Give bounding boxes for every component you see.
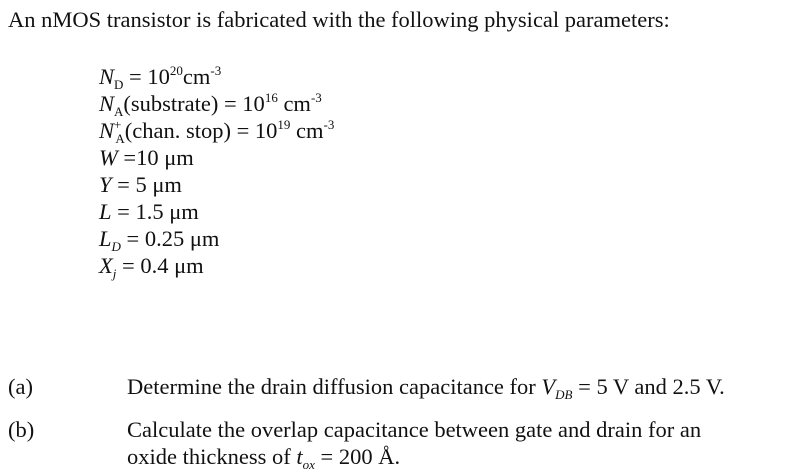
- param-unit: cm: [277, 91, 311, 116]
- question-a-post: = 5 V and 2.5 V.: [572, 374, 725, 399]
- parameter-w: [99, 144, 334, 171]
- parameter-xj: [99, 252, 334, 279]
- param-symbol: L: [99, 226, 112, 251]
- param-value: = 5 μm: [111, 172, 182, 197]
- parameter-na-chan-stop: [99, 117, 334, 144]
- param-unit: cm: [290, 118, 324, 143]
- param-subscript: j: [112, 266, 117, 281]
- question-a-label: (a): [8, 374, 33, 399]
- param-symbol: N: [99, 118, 115, 143]
- param-unit: cm: [182, 64, 211, 89]
- param-value: =10 μm: [117, 145, 194, 170]
- problem-intro: An nMOS transistor is fabricated with the following physical parameters:: [8, 7, 670, 32]
- param-symbol: X: [99, 253, 113, 278]
- question-a-text: [127, 373, 777, 400]
- parameter-y: [99, 171, 334, 198]
- question-b-line2: [127, 443, 777, 470]
- param-value: = 0.25 μm: [120, 226, 220, 251]
- param-symbol: N: [99, 64, 115, 89]
- question-a-pre: Determine the drain diffusion capacitance for: [127, 374, 542, 399]
- question-b-label: (b): [8, 417, 35, 442]
- param-exponent: 16: [264, 90, 278, 105]
- parameter-ld: [99, 225, 334, 252]
- param-exponent: 19: [277, 117, 291, 132]
- param-value: (chan. stop) = 10: [124, 118, 278, 143]
- param-value: = 0.4 μm: [116, 253, 204, 278]
- param-symbol: N: [99, 91, 115, 116]
- question-a-var: V: [541, 374, 556, 399]
- param-unit-exponent: -3: [310, 90, 322, 105]
- param-value: = 1.5 μm: [111, 199, 199, 224]
- param-subscript: A: [115, 131, 125, 146]
- param-subscript: A: [114, 104, 124, 119]
- parameter-l: [99, 198, 334, 225]
- question-b-var-sub: ox: [302, 457, 315, 472]
- question-b-post: = 200 Å.: [314, 444, 401, 469]
- question-b-var: t: [296, 444, 303, 469]
- question-a-var-sub: DB: [555, 387, 573, 402]
- param-symbol: Y: [99, 172, 112, 197]
- question-b-text: [127, 416, 777, 470]
- parameter-nd: [99, 63, 334, 90]
- param-superscript: +: [114, 117, 122, 132]
- param-symbol: W: [99, 145, 118, 170]
- param-subscript: D: [111, 239, 121, 254]
- param-symbol: L: [99, 199, 112, 224]
- param-exponent: 20: [169, 63, 183, 78]
- question-b-pre: oxide thickness of: [127, 444, 297, 469]
- parameter-list: [99, 63, 334, 279]
- question-a-line: [127, 373, 777, 400]
- param-value: (substrate) = 10: [123, 91, 265, 116]
- param-subscript: D: [114, 77, 124, 92]
- param-unit-exponent: -3: [323, 117, 335, 132]
- question-b-line1: Calculate the overlap capacitance between gate and drain for an: [127, 417, 702, 442]
- param-unit-exponent: -3: [210, 63, 222, 78]
- parameter-na-substrate: [99, 90, 334, 117]
- param-value: = 10: [123, 64, 170, 89]
